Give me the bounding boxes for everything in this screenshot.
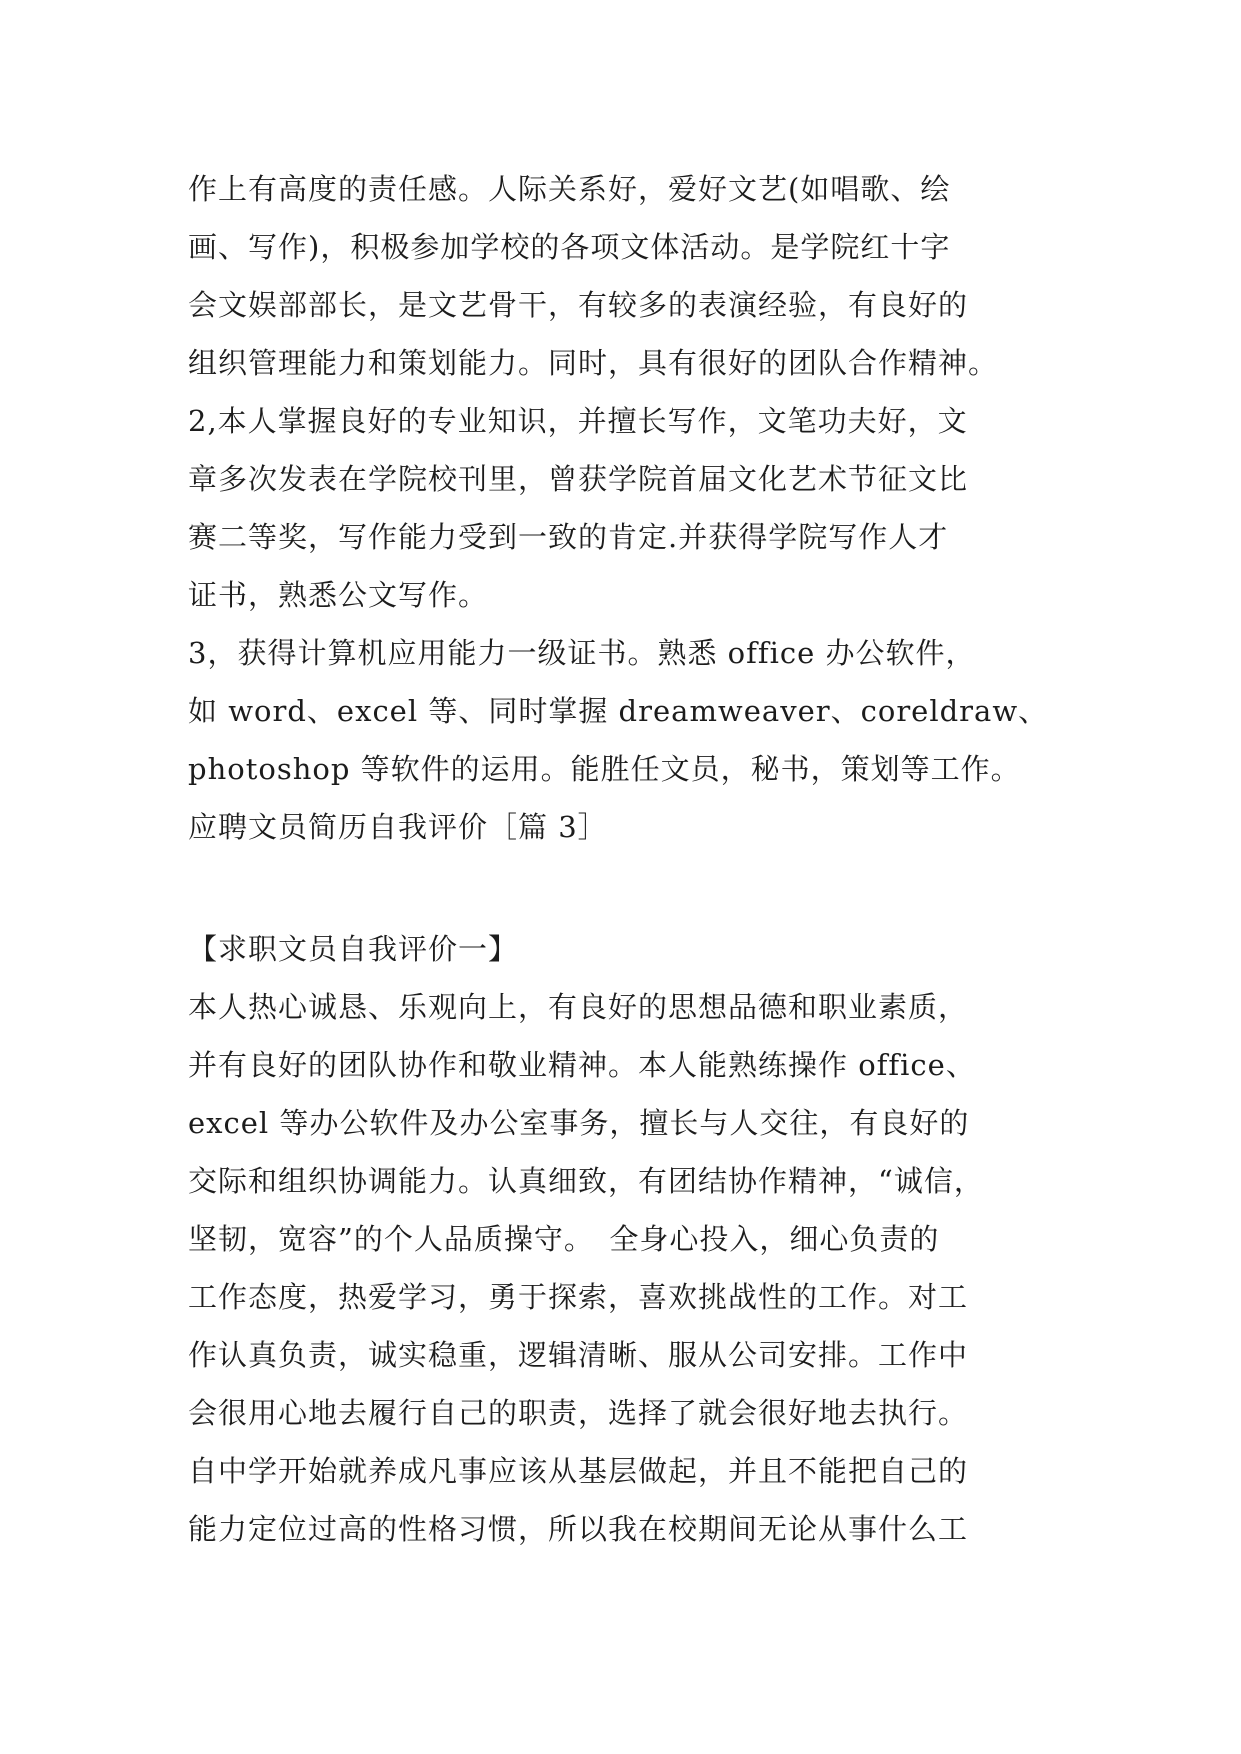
text-line: 作上有高度的责任感。人际关系好，爱好文艺(如唱歌、绘 [188,172,951,206]
text-line: excel 等办公软件及办公室事务，擅长与人交往，有良好的 [188,1106,970,1140]
subsection-heading: 【求职文员自我评价一】 [188,932,519,966]
text-section-1 [188,160,1068,856]
text-line: 能力定位过高的性格习惯，所以我在校期间无论从事什么工 [188,1512,969,1546]
text-line: 如 word、excel 等、同时掌握 dreamweaver、coreldraw、 [188,694,1049,728]
text-line: 画、写作)，积极参加学校的各项文体活动。是学院红十字 [188,230,951,264]
text-line: 交际和组织协调能力。认真细致，有团结协作精神，“诚信， [188,1164,984,1198]
text-line: 组织管理能力和策划能力。同时，具有很好的团队合作精神。 [188,346,999,380]
text-line: 赛二等奖，写作能力受到一致的肯定.并获得学院写作人才 [188,520,949,554]
text-line: 并有良好的团队协作和敬业精神。本人能熟练操作 office、 [188,1048,976,1082]
text-section-2 [188,920,1068,1558]
text-line: 会文娱部部长，是文艺骨干，有较多的表演经验，有良好的 [188,288,969,322]
text-line: 会很用心地去履行自己的职责，选择了就会很好地去执行。 [188,1396,969,1430]
text-line: 自中学开始就养成凡事应该从基层做起，并且不能把自己的 [188,1454,969,1488]
text-line: photoshop 等软件的运用。能胜任文员，秘书，策划等工作。 [188,752,1021,786]
text-line: 本人热心诚恳、乐观向上，有良好的思想品德和职业素质， [188,990,969,1024]
text-line: 章多次发表在学院校刊里，曾获学院首届文化艺术节征文比 [188,462,969,496]
text-line: 3，获得计算机应用能力一级证书。熟悉 office 办公软件， [188,636,976,670]
text-line: 工作态度，热爱学习，勇于探索，喜欢挑战性的工作。对工 [188,1280,969,1314]
text-line: 作认真负责，诚实稳重，逻辑清晰、服从公司安排。工作中 [188,1338,969,1372]
text-line: 坚韧，宽容”的个人品质操守。 全身心投入，细心负责的 [188,1222,940,1256]
text-line: 2,本人掌握良好的专业知识，并擅长写作，文笔功夫好，文 [188,404,968,438]
text-line: 证书，熟悉公文写作。 [188,578,489,612]
section-heading: 应聘文员简历自我评价［篇 3］ [188,810,608,844]
